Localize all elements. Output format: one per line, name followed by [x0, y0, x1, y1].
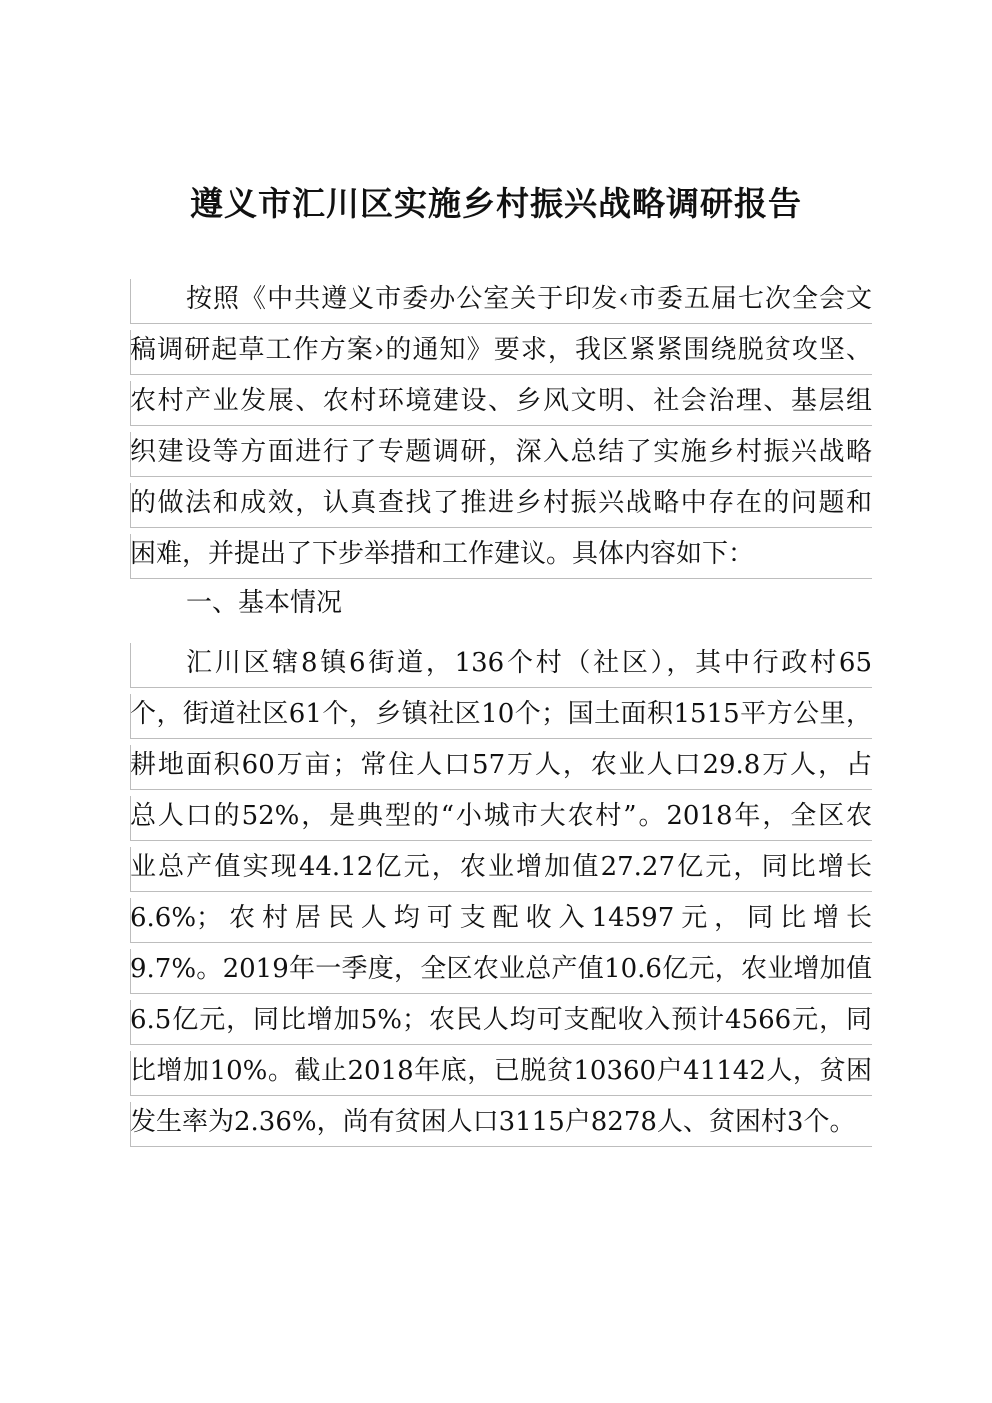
- paragraph-line: 发生率为2.36%，尚有贫困人口3115户8278人、贫困村3个。: [130, 1100, 872, 1151]
- paragraph-line: 农村产业发展、农村环境建设、乡风文明、社会治理、基层组: [130, 379, 872, 430]
- paragraph-line: 9.7%。2019年一季度，全区农业总产值10.6亿元，农业增加值: [130, 947, 872, 998]
- paragraph-line: 稿调研起草工作方案›的通知》要求，我区紧紧围绕脱贫攻坚、: [130, 328, 872, 379]
- paragraph-line: 汇川区辖8镇6街道，136个村（社区），其中行政村65: [130, 641, 872, 692]
- paragraph-line: 业总产值实现44.12亿元，农业增加值27.27亿元，同比增长: [130, 845, 872, 896]
- intro-paragraph: [130, 277, 872, 583]
- paragraph-line: 的做法和成效，认真查找了推进乡村振兴战略中存在的问题和: [130, 481, 872, 532]
- paragraph-line: 耕地面积60万亩；常住人口57万人，农业人口29.8万人，占: [130, 743, 872, 794]
- paragraph-line: 个，街道社区61个，乡镇社区10个；国土面积1515平方公里，: [130, 692, 872, 743]
- paragraph-line: 6.5亿元，同比增加5%；农民人均可支配收入预计4566元，同: [130, 998, 872, 1049]
- paragraph-line: 总人口的52%，是典型的“小城市大农村”。2018年，全区农: [130, 794, 872, 845]
- paragraph-line: 困难，并提出了下步举措和工作建议。具体内容如下：: [130, 532, 872, 583]
- paragraph-line: 比增加10%。截止2018年底，已脱贫10360户41142人，贫困: [130, 1049, 872, 1100]
- section-heading: 一、基本情况: [186, 588, 343, 618]
- document-title: 遵义市汇川区实施乡村振兴战略调研报告: [190, 184, 802, 223]
- basic-situation-paragraph: [130, 641, 872, 1151]
- paragraph-line: 织建设等方面进行了专题调研，深入总结了实施乡村振兴战略: [130, 430, 872, 481]
- paragraph-line: 6.6%；农村居民人均可支配收入14597元，同比增长: [130, 896, 872, 947]
- paragraph-line: 按照《中共遵义市委办公室关于印发‹市委五届七次全会文: [130, 277, 872, 328]
